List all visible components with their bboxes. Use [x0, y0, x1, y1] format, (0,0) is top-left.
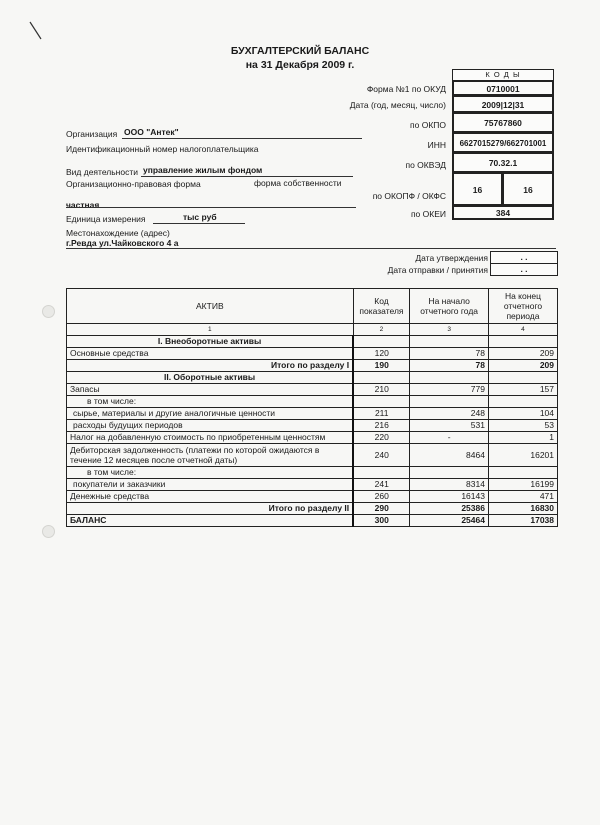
- ownership-label: форма собственности: [254, 178, 342, 188]
- row-code: 300: [353, 515, 410, 527]
- row-name: в том числе:: [67, 467, 354, 479]
- header-code: Код показателя: [353, 289, 410, 324]
- inn-value: 6627015279/662701001: [452, 132, 554, 153]
- row-code: 220: [353, 432, 410, 444]
- org-value: ООО "Антек": [124, 127, 179, 137]
- row-code: 120: [353, 348, 410, 360]
- section-row: [67, 372, 558, 384]
- row-start: 248: [410, 408, 489, 420]
- okved-value: 70.32.1: [452, 152, 554, 173]
- row-end: 209: [488, 348, 557, 360]
- activity-underline: [141, 176, 353, 177]
- row-end: 471: [488, 491, 557, 503]
- table-row: [67, 467, 558, 479]
- row-code: 240: [353, 444, 410, 467]
- col-number-2: 2: [353, 324, 410, 336]
- row-name: сырье, материалы и другие аналогичные ценности: [67, 408, 354, 420]
- col-number-3: 3: [410, 324, 489, 336]
- col-number-1: 1: [67, 324, 354, 336]
- row-name: Налог на добавленную стоимость по приобретенным ценностям: [67, 432, 354, 444]
- unit-underline: [153, 223, 245, 224]
- header-start: На начало отчетного года: [410, 289, 489, 324]
- table-row: [67, 384, 558, 396]
- section-2-title: II. Оборотные активы: [67, 372, 354, 384]
- row-start: 16143: [410, 491, 489, 503]
- address-label: Местонахождение (адрес): [66, 228, 170, 238]
- row-name: Итого по разделу II: [67, 503, 354, 515]
- okved-label: по ОКВЭД: [405, 160, 446, 170]
- row-start: 779: [410, 384, 489, 396]
- org-label: Организация: [66, 129, 118, 139]
- table-row: [67, 360, 558, 372]
- table-row: [67, 396, 558, 408]
- table-row: [67, 420, 558, 432]
- row-name: покупатели и заказчики: [67, 479, 354, 491]
- unit-value: тыс руб: [183, 212, 217, 222]
- address-value: г.Ревда ул.Чайковского 4 а: [66, 238, 179, 248]
- sent-value: . .: [490, 263, 558, 276]
- row-end: 16199: [488, 479, 557, 491]
- row-code: 216: [353, 420, 410, 432]
- okpo-value: 75767860: [452, 112, 554, 133]
- header-asset: АКТИВ: [67, 289, 354, 324]
- row-start: 531: [410, 420, 489, 432]
- inn-label: ИНН: [427, 140, 446, 150]
- table-row: [67, 432, 558, 444]
- okfs-value: 16: [502, 172, 554, 206]
- row-name: в том числе:: [67, 396, 354, 408]
- row-end: 104: [488, 408, 557, 420]
- document-title: БУХГАЛТЕРСКИЙ БАЛАНС: [230, 45, 370, 57]
- ownership-underline: [66, 207, 356, 208]
- activity-value: управление жилым фондом: [143, 165, 263, 175]
- row-name: Основные средства: [67, 348, 354, 360]
- codes-header: К О Д Ы: [452, 69, 554, 81]
- row-start: 25386: [410, 503, 489, 515]
- okei-value: 384: [452, 205, 554, 220]
- section-row: [67, 336, 558, 348]
- table-row: [67, 515, 558, 527]
- row-start: 8314: [410, 479, 489, 491]
- balance-table: [66, 288, 558, 527]
- row-code: 260: [353, 491, 410, 503]
- okopf-value: 16: [452, 172, 503, 206]
- row-code: 290: [353, 503, 410, 515]
- row-start: 25464: [410, 515, 489, 527]
- address-underline: [66, 248, 556, 249]
- row-code: 211: [353, 408, 410, 420]
- document-date: на 31 Декабря 2009 г.: [245, 59, 355, 71]
- table-row: [67, 479, 558, 491]
- row-code: 210: [353, 384, 410, 396]
- okopf-label: по ОКОПФ / ОКФС: [372, 191, 446, 201]
- date-value: 2009|12|31: [452, 95, 554, 113]
- sent-label: Дата отправки / принятия: [387, 265, 488, 275]
- section-1-title: I. Внеоборотные активы: [67, 336, 354, 348]
- row-name: Итого по разделу I: [67, 360, 354, 372]
- row-code: 190: [353, 360, 410, 372]
- row-name: БАЛАНС: [67, 515, 354, 527]
- row-end: 16201: [488, 444, 557, 467]
- ownership-value: частная: [66, 200, 100, 210]
- column-number-row: [67, 324, 558, 336]
- inn-text: Идентификационный номер налогоплательщика: [66, 144, 259, 154]
- header-end: На конец отчетного периода: [488, 289, 557, 324]
- legal-form-label: Организационно-правовая форма: [66, 179, 201, 189]
- table-row: [67, 491, 558, 503]
- row-start: 78: [410, 348, 489, 360]
- approval-value: . .: [490, 251, 558, 264]
- row-end: 1: [488, 432, 557, 444]
- row-end: 17038: [488, 515, 557, 527]
- row-start: 78: [410, 360, 489, 372]
- row-name: Денежные средства: [67, 491, 354, 503]
- punch-hole-top: [42, 305, 55, 318]
- activity-label: Вид деятельности: [66, 167, 138, 177]
- row-code: 241: [353, 479, 410, 491]
- okei-label: по ОКЕИ: [410, 209, 446, 219]
- pen-stroke-mark: [28, 20, 44, 42]
- table-row: [67, 348, 558, 360]
- row-start: -: [410, 432, 489, 444]
- row-name: расходы будущих периодов: [67, 420, 354, 432]
- row-name: Дебиторская задолженность (платежи по которой ожидаются в течение 12 месяцев после отчетной даты): [67, 444, 354, 467]
- table-row: [67, 503, 558, 515]
- row-end: 16830: [488, 503, 557, 515]
- row-start: 8464: [410, 444, 489, 467]
- row-end: 209: [488, 360, 557, 372]
- row-name: Запасы: [67, 384, 354, 396]
- okud-label: Форма №1 по ОКУД: [366, 84, 446, 94]
- table-row: [67, 444, 558, 467]
- okpo-label: по ОКПО: [410, 120, 446, 130]
- table-header-row: [67, 289, 558, 324]
- okud-value: 0710001: [452, 80, 554, 96]
- table-row: [67, 408, 558, 420]
- org-underline: [122, 138, 362, 139]
- row-end: 53: [488, 420, 557, 432]
- row-end: 157: [488, 384, 557, 396]
- date-label: Дата (год, месяц, число): [349, 100, 446, 110]
- approval-label: Дата утверждения: [415, 253, 488, 263]
- col-number-4: 4: [488, 324, 557, 336]
- punch-hole-bottom: [42, 525, 55, 538]
- unit-label: Единица измерения: [66, 214, 146, 224]
